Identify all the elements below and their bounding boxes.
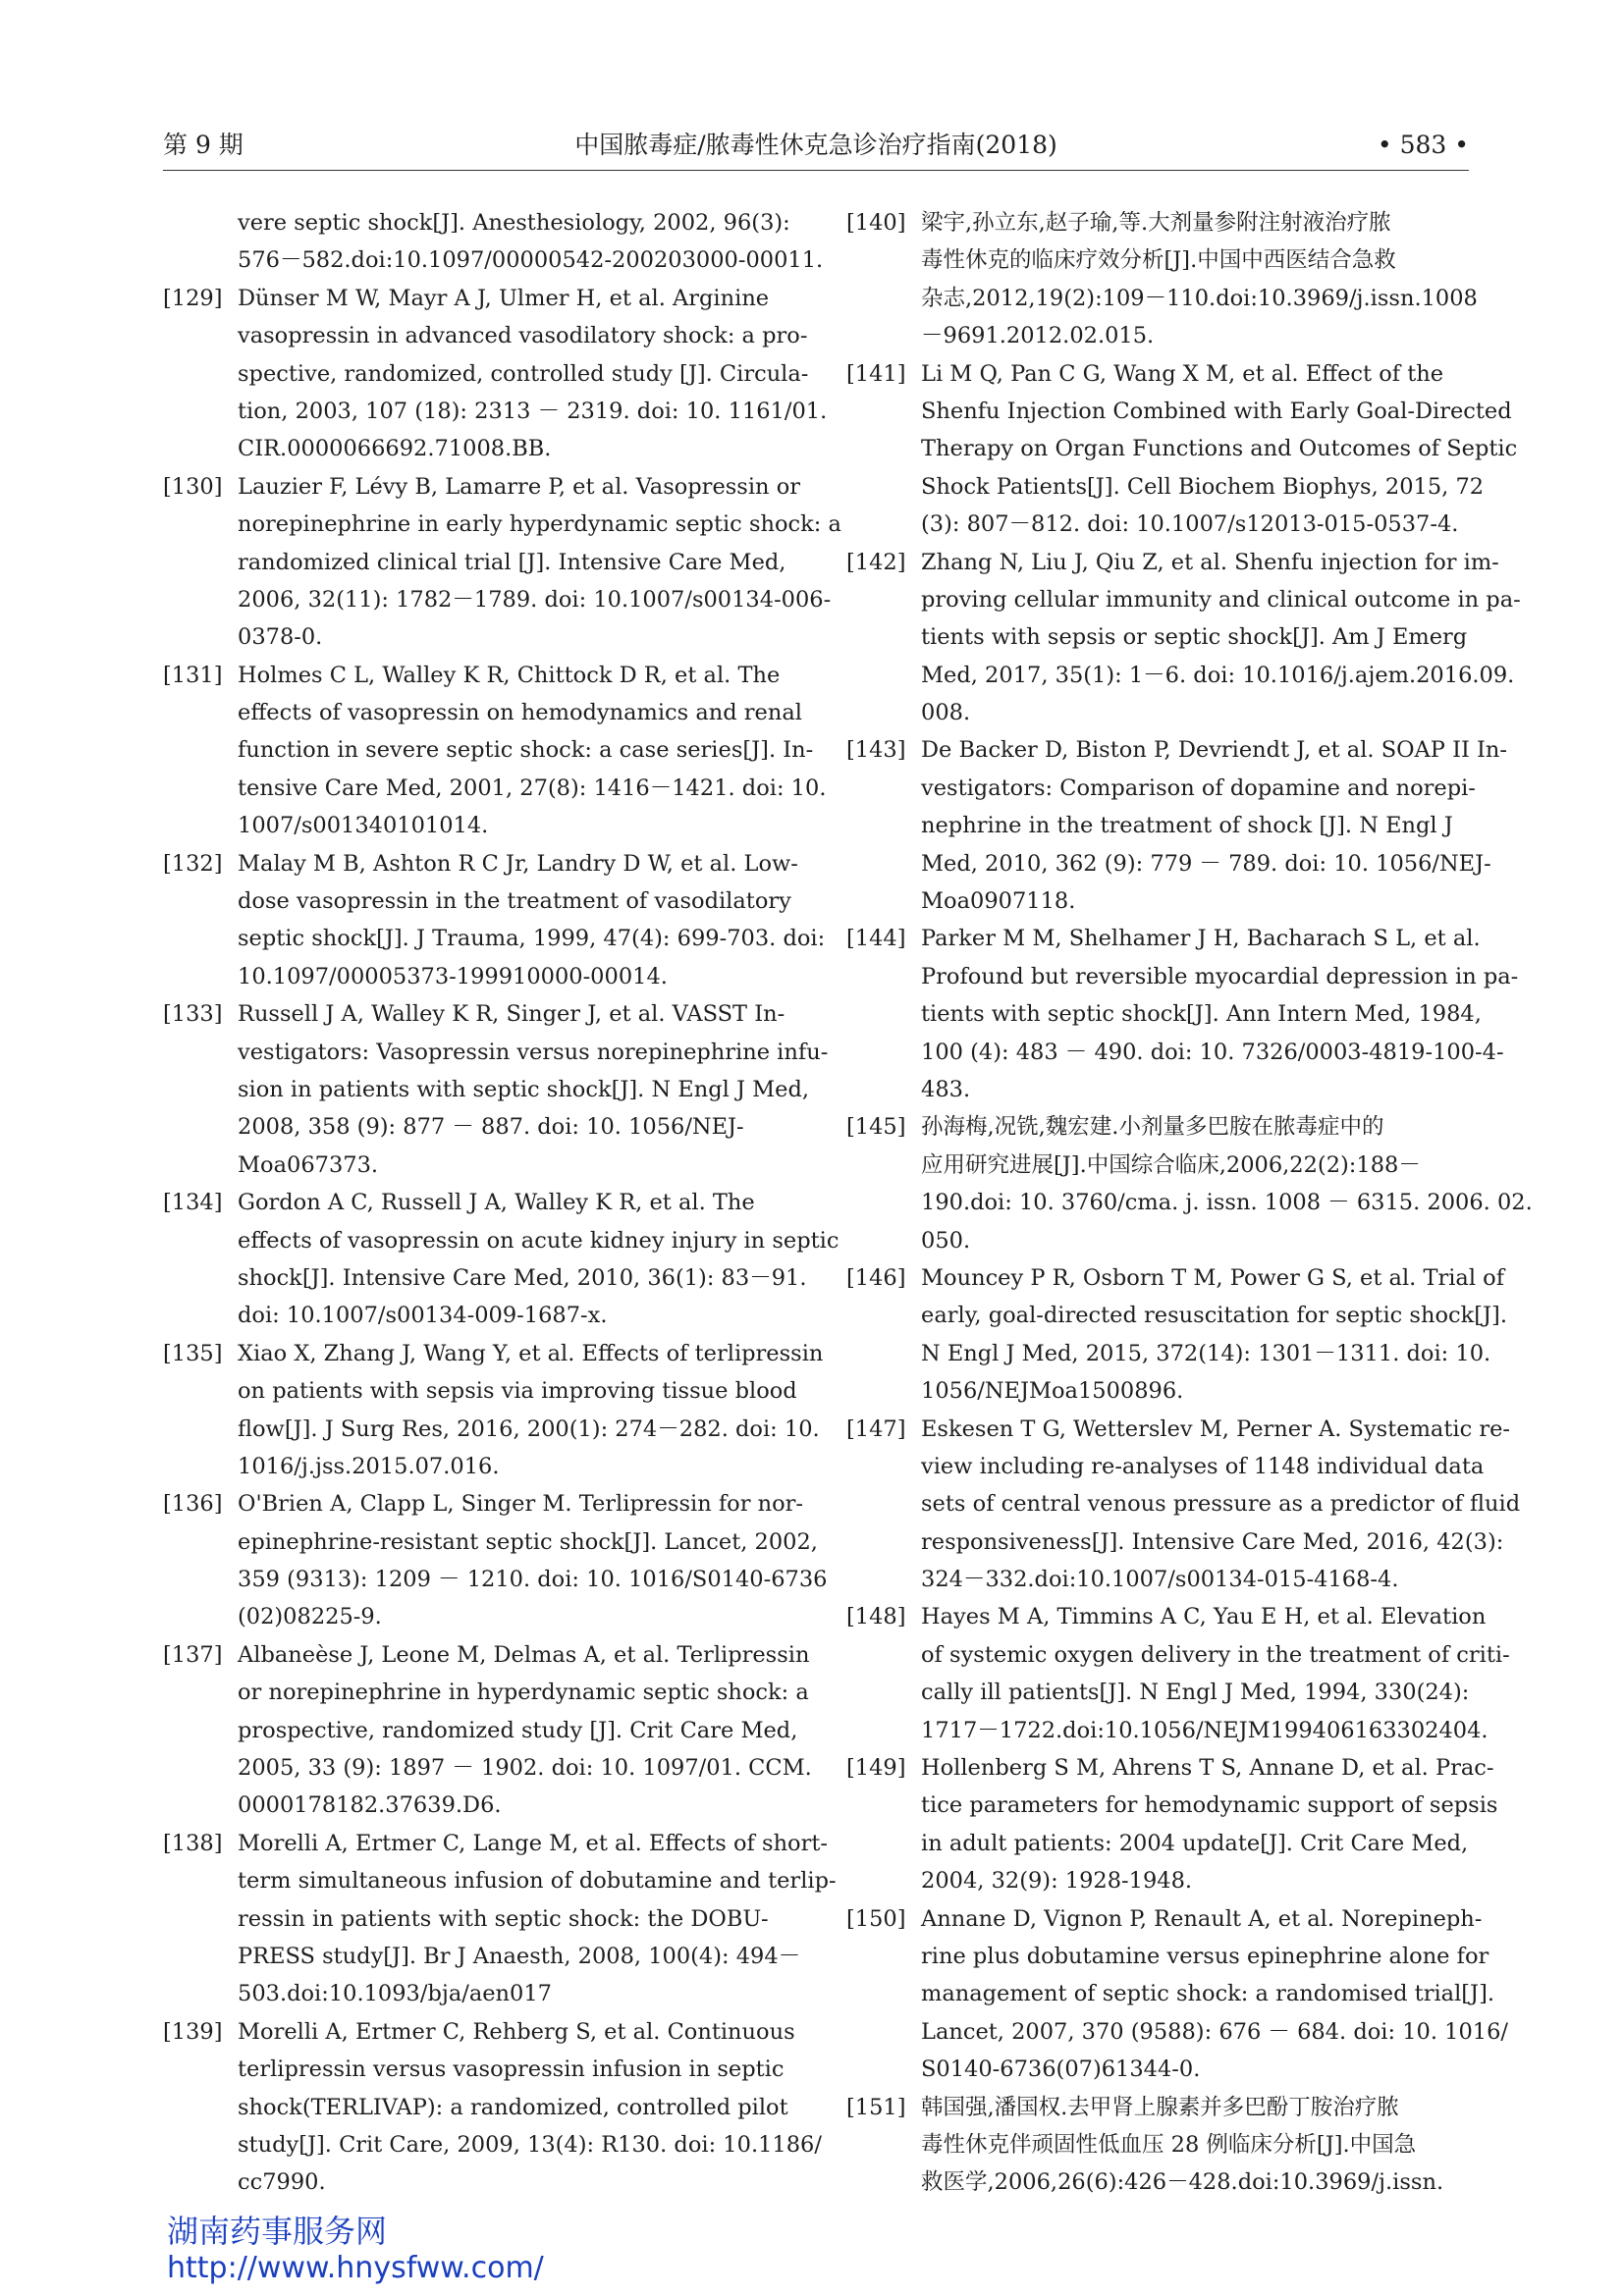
reference-line: vestigators: Vasopressin versus norepinephrine infu- — [238, 1039, 829, 1065]
reference-line: De Backer D, Biston P, Devriendt J, et al. SOAP II In- — [921, 737, 1508, 764]
reference-line: 100 (4): 483 － 490. doi: 10. 7326/0003-4819-100-4- — [921, 1039, 1504, 1065]
reference-entry — [846, 1900, 1508, 2089]
reference-line: Therapy on Organ Functions and Outcomes of Septic — [921, 436, 1518, 462]
reference-entry — [163, 1184, 839, 1335]
reference-line: Gordon A C, Russell J A, Walley K R, et al. The — [238, 1190, 755, 1216]
reference-number: [137] — [163, 1641, 223, 1668]
reference-entry — [163, 1335, 824, 1486]
reference-text — [921, 1259, 1507, 1411]
reference-line: vere septic shock[J]. Anesthesiology, 2002, 96(3): — [238, 210, 790, 236]
reference-text — [238, 1636, 812, 1825]
reference-entry — [846, 920, 1519, 1108]
reference-line: ressin in patients with septic shock: the DOBU- — [238, 1905, 769, 1932]
reference-line: early, goal-directed resuscitation for septic shock[J]. — [921, 1303, 1507, 1329]
reference-line: 2006, 32(11): 1782－1789. doi: 10.1007/s00134-006- — [238, 586, 832, 613]
reference-number: [136] — [163, 1491, 223, 1518]
reference-line: 杂志,2012,19(2):109－110.doi:10.3969/j.issn.1008 — [921, 285, 1478, 311]
reference-text — [921, 1749, 1498, 1900]
reference-line: Morelli A, Ertmer C, Lange M, et al. Effects of short- — [238, 1830, 829, 1856]
reference-line: shock[J]. Intensive Care Med, 2010, 36(1): 83－91. — [238, 1264, 807, 1291]
reference-number: [138] — [163, 1830, 223, 1856]
reference-line: nephrine in the treatment of shock [J]. N Engl J — [921, 813, 1453, 839]
reference-column-left — [163, 204, 841, 2202]
reference-line: Xiao X, Zhang J, Wang Y, et al. Effects of terlipressin — [238, 1340, 824, 1366]
reference-line: Eskesen T G, Wetterslev M, Perner A. Systematic re- — [921, 1415, 1510, 1442]
reference-text — [238, 468, 841, 657]
reference-text — [921, 355, 1518, 544]
reference-entry — [163, 468, 841, 657]
reference-line: responsiveness[J]. Intensive Care Med, 2016, 42(3): — [921, 1528, 1504, 1555]
reference-line: randomized clinical trial [J]. Intensive Care Med, — [238, 549, 786, 575]
reference-line: study[J]. Crit Care, 2009, 13(4): R130. doi: 10.1186/ — [238, 2131, 822, 2158]
reference-line: 毒性休克伴顽固性低血压 28 例临床分析[J].中国急 — [921, 2131, 1417, 2158]
reference-line: Zhang N, Liu J, Qiu Z, et al. Shenfu injection for im- — [921, 549, 1499, 575]
reference-number: [135] — [163, 1340, 223, 1366]
reference-line: flow[J]. J Surg Res, 2016, 200(1): 274－282. doi: 10. — [238, 1415, 820, 1442]
reference-line: Mouncey P R, Osborn T M, Power G S, et al. Trial of — [921, 1264, 1505, 1291]
reference-text — [921, 920, 1519, 1108]
reference-line: or norepinephrine in hyperdynamic septic shock: a — [238, 1680, 809, 1706]
reference-line: norepinephrine in early hyperdynamic septic shock: a — [238, 511, 841, 538]
reference-line: sets of central venous pressure as a predictor of fluid — [921, 1491, 1521, 1518]
reference-line: Annane D, Vignon P, Renault A, et al. Norepineph- — [921, 1905, 1483, 1932]
reference-line: 0378-0. — [238, 624, 323, 651]
reference-line: Moa067373. — [238, 1151, 379, 1178]
reference-entry — [163, 1485, 828, 1636]
reference-line: on patients with sepsis via improving tissue blood — [238, 1378, 797, 1405]
reference-line: 2005, 33 (9): 1897 － 1902. doi: 10. 1097/01. CCM. — [238, 1755, 812, 1782]
reference-line: Hayes M A, Timmins A C, Yau E H, et al. Elevation — [921, 1604, 1487, 1630]
reference-line: vasopressin in advanced vasodilatory shock: a pro- — [238, 323, 808, 349]
reference-line: Med, 2010, 362 (9): 779 － 789. doi: 10. 1056/NEJ- — [921, 850, 1491, 877]
reference-line: cc7990. — [238, 2169, 326, 2196]
reference-line: 1056/NEJMoa1500896. — [921, 1378, 1184, 1405]
reference-line: Moa0907118. — [921, 888, 1076, 915]
reference-line: 1007/s001340101014. — [238, 813, 489, 839]
reference-line: Russell J A, Walley K R, Singer J, et al. VASST In- — [238, 1001, 785, 1028]
reference-line: O'Brien A, Clapp L, Singer M. Terlipressin for nor- — [238, 1491, 804, 1518]
reference-number: [151] — [846, 2094, 906, 2120]
reference-number: [129] — [163, 285, 223, 311]
watermark-url[interactable]: http://www.hnysfww.com/ — [167, 2251, 544, 2285]
reference-line: proving cellular immunity and clinical outcome in pa- — [921, 586, 1521, 613]
reference-line: cally ill patients[J]. N Engl J Med, 1994, 330(24): — [921, 1680, 1470, 1706]
reference-line: 050. — [921, 1227, 971, 1254]
reference-line: effects of vasopressin on hemodynamics and renal — [238, 700, 802, 726]
reference-line: Parker M M, Shelhamer J H, Bacharach S L, et al. — [921, 926, 1481, 952]
reference-line: management of septic shock: a randomised trial[J]. — [921, 1981, 1495, 2007]
reference-line: tice parameters for hemodynamic support of sepsis — [921, 1792, 1498, 1819]
reference-entry — [846, 1598, 1510, 1749]
reference-line: 应用研究进展[J].中国综合临床,2006,22(2):188－ — [921, 1151, 1421, 1178]
reference-line: 190.doi: 10. 3760/cma. j. issn. 1008 － 6315. 2006. 02. — [921, 1190, 1533, 1216]
reference-number: [149] — [846, 1755, 906, 1782]
reference-line: 2004, 32(9): 1928-1948. — [921, 1868, 1193, 1895]
reference-line: terlipressin versus vasopressin infusion in septic — [238, 2056, 785, 2083]
reference-line: of systemic oxygen delivery in the treatment of criti- — [921, 1641, 1510, 1668]
reference-line: view including re-analyses of 1148 individual data — [921, 1453, 1485, 1479]
reference-line: 孙海梅,况铣,魏宏建.小剂量多巴胺在脓毒症中的 — [921, 1114, 1384, 1141]
reference-line: Holmes C L, Walley K R, Chittock D R, et al. The — [238, 662, 781, 688]
reference-entry — [846, 204, 1478, 355]
reference-line: 503.doi:10.1093/bja/aen017 — [238, 1981, 552, 2007]
reference-line: Malay M B, Ashton R C Jr, Landry D W, et al. Low- — [238, 850, 798, 877]
reference-line: spective, randomized, controlled study [J]. Circula- — [238, 360, 809, 387]
reference-number: [144] — [846, 926, 906, 952]
reference-entry — [163, 280, 828, 468]
issue-number: 第 9 期 — [163, 131, 244, 159]
site-watermark — [167, 2213, 544, 2287]
reference-entry — [163, 845, 826, 996]
reference-line: －9691.2012.02.015. — [921, 323, 1155, 349]
reference-number: [131] — [163, 662, 223, 688]
reference-number: [139] — [163, 2018, 223, 2045]
reference-line: 1717－1722.doi:10.1056/NEJM199406163302404. — [921, 1717, 1489, 1743]
reference-number: [132] — [163, 850, 223, 877]
reference-line: doi: 10.1007/s00134-009-1687-x. — [238, 1303, 608, 1329]
reference-line: shock(TERLIVAP): a randomized, controlled pilot — [238, 2094, 788, 2120]
reference-line: rine plus dobutamine versus epinephrine alone for — [921, 1943, 1489, 1969]
reference-text — [238, 845, 826, 996]
reference-line: in adult patients: 2004 update[J]. Crit Care Med, — [921, 1830, 1469, 1856]
reference-text — [238, 1825, 837, 2013]
reference-line: 梁宇,孙立东,赵子瑜,等.大剂量参附注射液治疗脓 — [921, 210, 1391, 236]
reference-line: 008. — [921, 700, 971, 726]
reference-line: 0000178182.37639.D6. — [238, 1792, 502, 1819]
page-number: • 583 • — [1377, 131, 1469, 159]
reference-line: Morelli A, Ertmer C, Rehberg S, et al. Continuous — [238, 2018, 795, 2045]
reference-entry — [163, 204, 824, 280]
reference-column-right — [846, 204, 1533, 2202]
reference-text — [921, 204, 1478, 355]
reference-text — [921, 731, 1508, 920]
reference-text — [921, 1411, 1521, 1599]
reference-text — [921, 2089, 1469, 2202]
reference-line: tion, 2003, 107 (18): 2313 － 2319. doi: 10. 1161/01. — [238, 398, 828, 424]
reference-text — [921, 1598, 1510, 1749]
reference-line: 324－332.doi:10.1007/s00134-015-4168-4. — [921, 1567, 1399, 1593]
reference-line: Lancet, 2007, 370 (9588): 676 － 684. doi: 10. 1016/ — [921, 2018, 1508, 2045]
reference-entry — [846, 544, 1521, 732]
reference-line: 359 (9313): 1209 － 1210. doi: 10. 1016/S0140-6736 — [238, 1567, 828, 1593]
reference-text — [921, 1900, 1508, 2089]
reference-number: [147] — [846, 1415, 906, 1442]
reference-text — [238, 995, 829, 1184]
header-rule — [163, 170, 1469, 171]
reference-line: (02)08225-9. — [238, 1604, 382, 1630]
reference-line: effects of vasopressin on acute kidney injury in septic — [238, 1227, 839, 1254]
reference-line: tensive Care Med, 2001, 27(8): 1416－1421. doi: 10. — [238, 774, 827, 801]
journal-title: 中国脓毒症/脓毒性休克急诊治疗指南(2018) — [574, 131, 1057, 159]
reference-line: Albaneèse J, Leone M, Delmas A, et al. Terlipressin — [238, 1641, 810, 1668]
reference-line: Shenfu Injection Combined with Early Goal-Directed — [921, 398, 1512, 424]
reference-number: [141] — [846, 360, 906, 387]
reference-line: 救医学,2006,26(6):426－428.doi:10.3969/j.issn. — [921, 2169, 1444, 2196]
reference-line: 483. — [921, 1076, 971, 1102]
reference-number: [145] — [846, 1114, 906, 1141]
reference-entry — [163, 657, 827, 845]
reference-line: epinephrine-resistant septic shock[J]. Lancet, 2002, — [238, 1528, 818, 1555]
reference-line: 1016/j.jss.2015.07.016. — [238, 1453, 500, 1479]
reference-number: [143] — [846, 737, 906, 764]
reference-entry — [846, 731, 1508, 920]
reference-line: 2008, 358 (9): 877 － 887. doi: 10. 1056/NEJ- — [238, 1114, 744, 1141]
reference-entry — [846, 1411, 1521, 1599]
reference-line: S0140-6736(07)61344-0. — [921, 2056, 1201, 2083]
watermark-name: 湖南药事服务网 — [167, 2213, 388, 2250]
reference-line: function in severe septic shock: a case series[J]. In- — [238, 737, 814, 764]
reference-line: CIR.0000066692.71008.BB. — [238, 436, 552, 462]
reference-line: Shock Patients[J]. Cell Biochem Biophys, 2015, 72 — [921, 473, 1485, 500]
reference-number: [146] — [846, 1264, 906, 1291]
reference-text — [238, 280, 828, 468]
running-header — [163, 128, 1469, 163]
reference-entry — [846, 1749, 1498, 1900]
reference-line: 10.1097/00005373-199910000-00014. — [238, 963, 668, 989]
reference-line: Li M Q, Pan C G, Wang X M, et al. Effect of the — [921, 360, 1444, 387]
reference-number: [133] — [163, 1001, 223, 1028]
reference-entry — [846, 1108, 1533, 1259]
reference-line: dose vasopressin in the treatment of vasodilatory — [238, 888, 791, 915]
reference-line: sion in patients with septic shock[J]. N Engl J Med, — [238, 1076, 810, 1102]
reference-number: [130] — [163, 473, 223, 500]
reference-entry — [846, 1259, 1507, 1411]
reference-line: 576－582.doi:10.1097/00000542-200203000-00011. — [238, 247, 824, 274]
reference-line: prospective, randomized study [J]. Crit Care Med, — [238, 1717, 798, 1743]
reference-entry — [163, 1636, 812, 1825]
reference-text — [238, 657, 827, 845]
reference-number: [134] — [163, 1190, 223, 1216]
reference-entry — [163, 995, 829, 1184]
reference-entry — [846, 2089, 1469, 2202]
reference-text — [238, 2013, 822, 2202]
reference-line: Dünser M W, Mayr A J, Ulmer H, et al. Arginine — [238, 285, 770, 311]
reference-entry — [846, 355, 1518, 544]
reference-line: tients with septic shock[J]. Ann Intern Med, 1984, — [921, 1001, 1482, 1028]
reference-text — [238, 204, 824, 280]
reference-line: PRESS study[J]. Br J Anaesth, 2008, 100(4): 494－ — [238, 1943, 801, 1969]
reference-number: [142] — [846, 549, 906, 575]
reference-line: Hollenberg S M, Ahrens T S, Annane D, et al. Prac- — [921, 1755, 1494, 1782]
reference-number: [150] — [846, 1905, 906, 1932]
reference-entry — [163, 2013, 822, 2202]
reference-line: 毒性休克的临床疗效分析[J].中国中西医结合急救 — [921, 247, 1396, 274]
reference-line: 韩国强,潘国权.去甲肾上腺素并多巴酚丁胺治疗脓 — [921, 2094, 1399, 2120]
reference-entry — [163, 1825, 837, 2013]
reference-line: N Engl J Med, 2015, 372(14): 1301－1311. doi: 10. — [921, 1340, 1491, 1366]
reference-text — [238, 1335, 824, 1486]
reference-text — [921, 1108, 1533, 1259]
reference-line: Profound but reversible myocardial depression in pa- — [921, 963, 1519, 989]
reference-line: (3): 807－812. doi: 10.1007/s12013-015-0537-4. — [921, 511, 1459, 538]
reference-line: tients with sepsis or septic shock[J]. Am J Emerg — [921, 624, 1468, 651]
reference-text — [921, 544, 1521, 732]
reference-number: [148] — [846, 1604, 906, 1630]
reference-line: vestigators: Comparison of dopamine and norepi- — [921, 774, 1476, 801]
reference-text — [238, 1184, 839, 1335]
reference-number: [140] — [846, 210, 906, 236]
reference-text — [238, 1485, 828, 1636]
reference-line: septic shock[J]. J Trauma, 1999, 47(4): 699-703. doi: — [238, 926, 826, 952]
reference-line: Med, 2017, 35(1): 1－6. doi: 10.1016/j.ajem.2016.09. — [921, 662, 1515, 688]
reference-line: Lauzier F, Lévy B, Lamarre P, et al. Vasopressin or — [238, 473, 800, 500]
reference-line: term simultaneous infusion of dobutamine and terlip- — [238, 1868, 837, 1895]
